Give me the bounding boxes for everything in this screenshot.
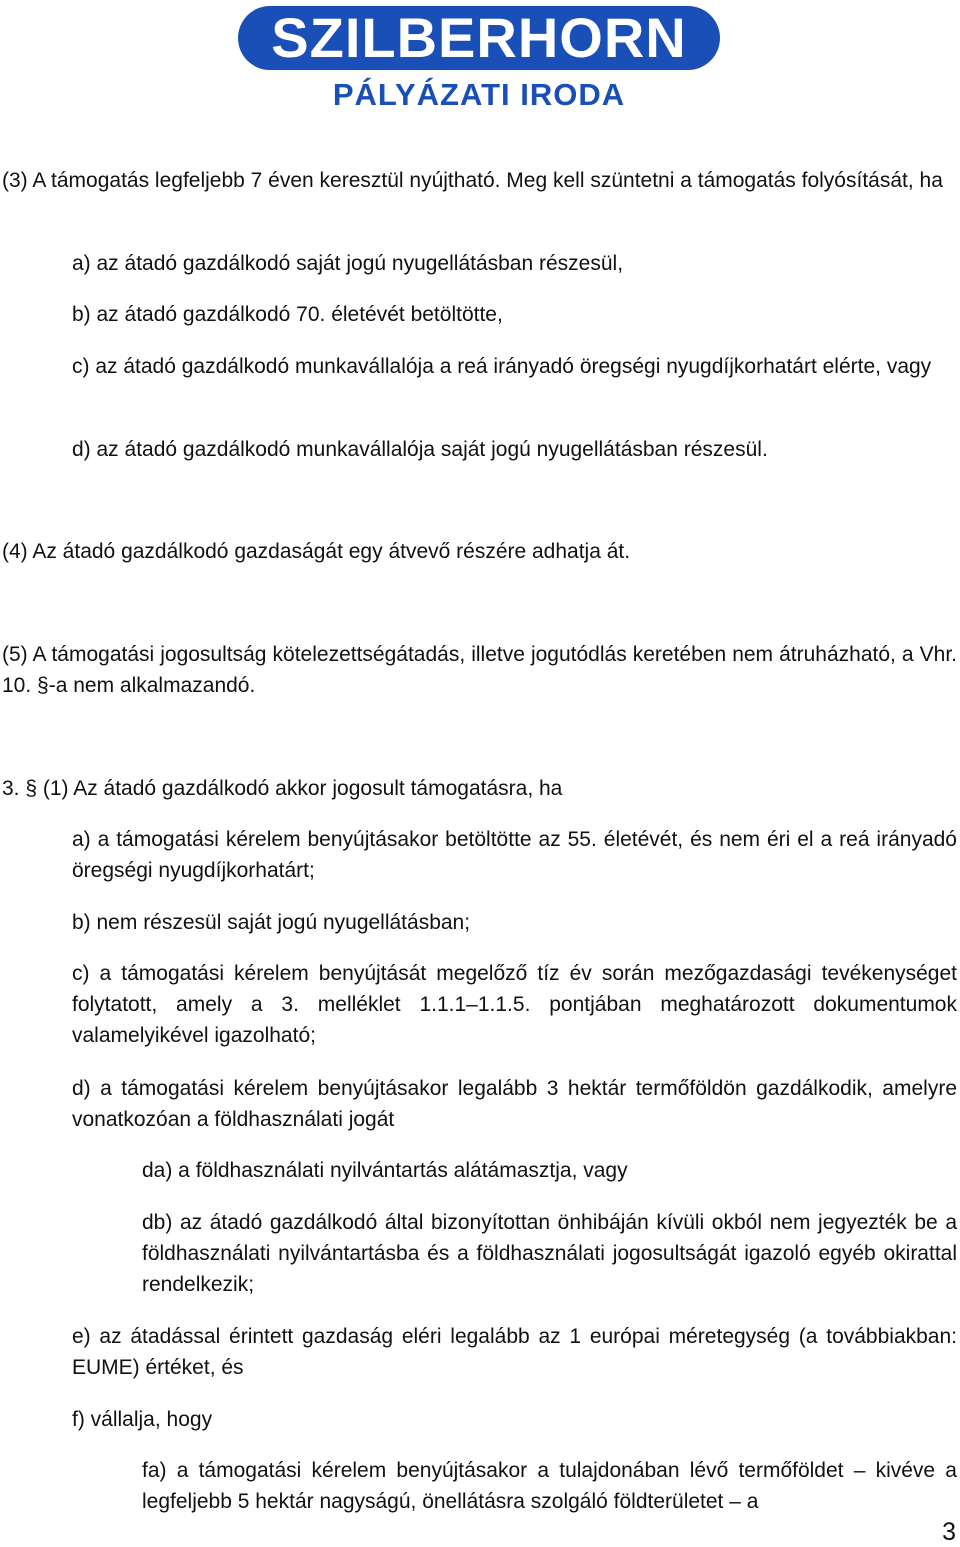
item-d: d) az átadó gazdálkodó munkavállalója saját jogú nyugellátásban részesül. [72,438,768,461]
paragraph-5: (5) A támogatási jogosultság kötelezettségátadás, illetve jogutódlás keretében nem átruházható, a Vhr. 10. §-a nem alkalmazandó. [2,643,957,697]
item-b: b) az átadó gazdálkodó 70. életévét betöltötte, [72,303,503,326]
section-3-item-e: e) az átadással érintett gazdaság eléri legalább az 1 európai méretegység (a továbbiakban: EUME) értéket, és [72,1325,957,1379]
section-3-item-fa: fa) a támogatási kérelem benyújtásakor a tulajdonában lévő termőföldet – kivéve a legfeljebb 5 hektár nagyságú, önellátásra szolgáló földterületet – a [142,1459,957,1513]
logo-name: SZILBERHORN [238,6,720,70]
paragraph-3: (3) A támogatás legfeljebb 7 éven keresztül nyújtható. Meg kell szüntetni a támogatás folyósítását, ha [2,169,943,192]
section-3-heading: 3. § (1) Az átadó gazdálkodó akkor jogosult támogatásra, ha [2,777,563,800]
section-3-item-a: a) a támogatási kérelem benyújtásakor betöltötte az 55. életévét, és nem éri el a reá irányadó öregségi nyugdíjkorhatárt; [72,828,957,882]
logo-subtitle: PÁLYÁZATI IRODA [332,77,626,112]
section-3-item-d: d) a támogatási kérelem benyújtásakor legalább 3 hektár termőföldön gazdálkodik, amelyre vonatkozóan a földhasználati jogát [72,1077,957,1131]
paragraph-4: (4) Az átadó gazdálkodó gazdaságát egy átvevő részére adhatja át. [2,540,631,563]
page-number: 3 [942,1518,956,1546]
section-3-item-b: b) nem részesül saját jogú nyugellátásban; [72,911,471,934]
section-3-item-da: da) a földhasználati nyilvántartás alátámasztja, vagy [142,1159,628,1182]
section-3-item-db: db) az átadó gazdálkodó által bizonyítottan önhibáján kívüli okból nem jegyezték be a földhasználati nyilvántartásba és a földhasználati jogosultságát igazoló egyéb okirattal rendelkezik; [142,1211,957,1296]
item-c: c) az átadó gazdálkodó munkavállalója a reá irányadó öregségi nyugdíjkorhatárt elérte, vagy [72,355,932,378]
item-a: a) az átadó gazdálkodó saját jogú nyugellátásban részesül, [72,252,624,275]
logo [238,6,720,110]
section-3-item-c: c) a támogatási kérelem benyújtását megelőző tíz év során mezőgazdasági tevékenységet folytatott, amely a 3. melléklet 1.1.1–1.1.5. pontjában meghatározott dokumentumok valamelyikével igazolható; [72,962,957,1047]
section-3-item-f: f) vállalja, hogy [72,1408,213,1431]
